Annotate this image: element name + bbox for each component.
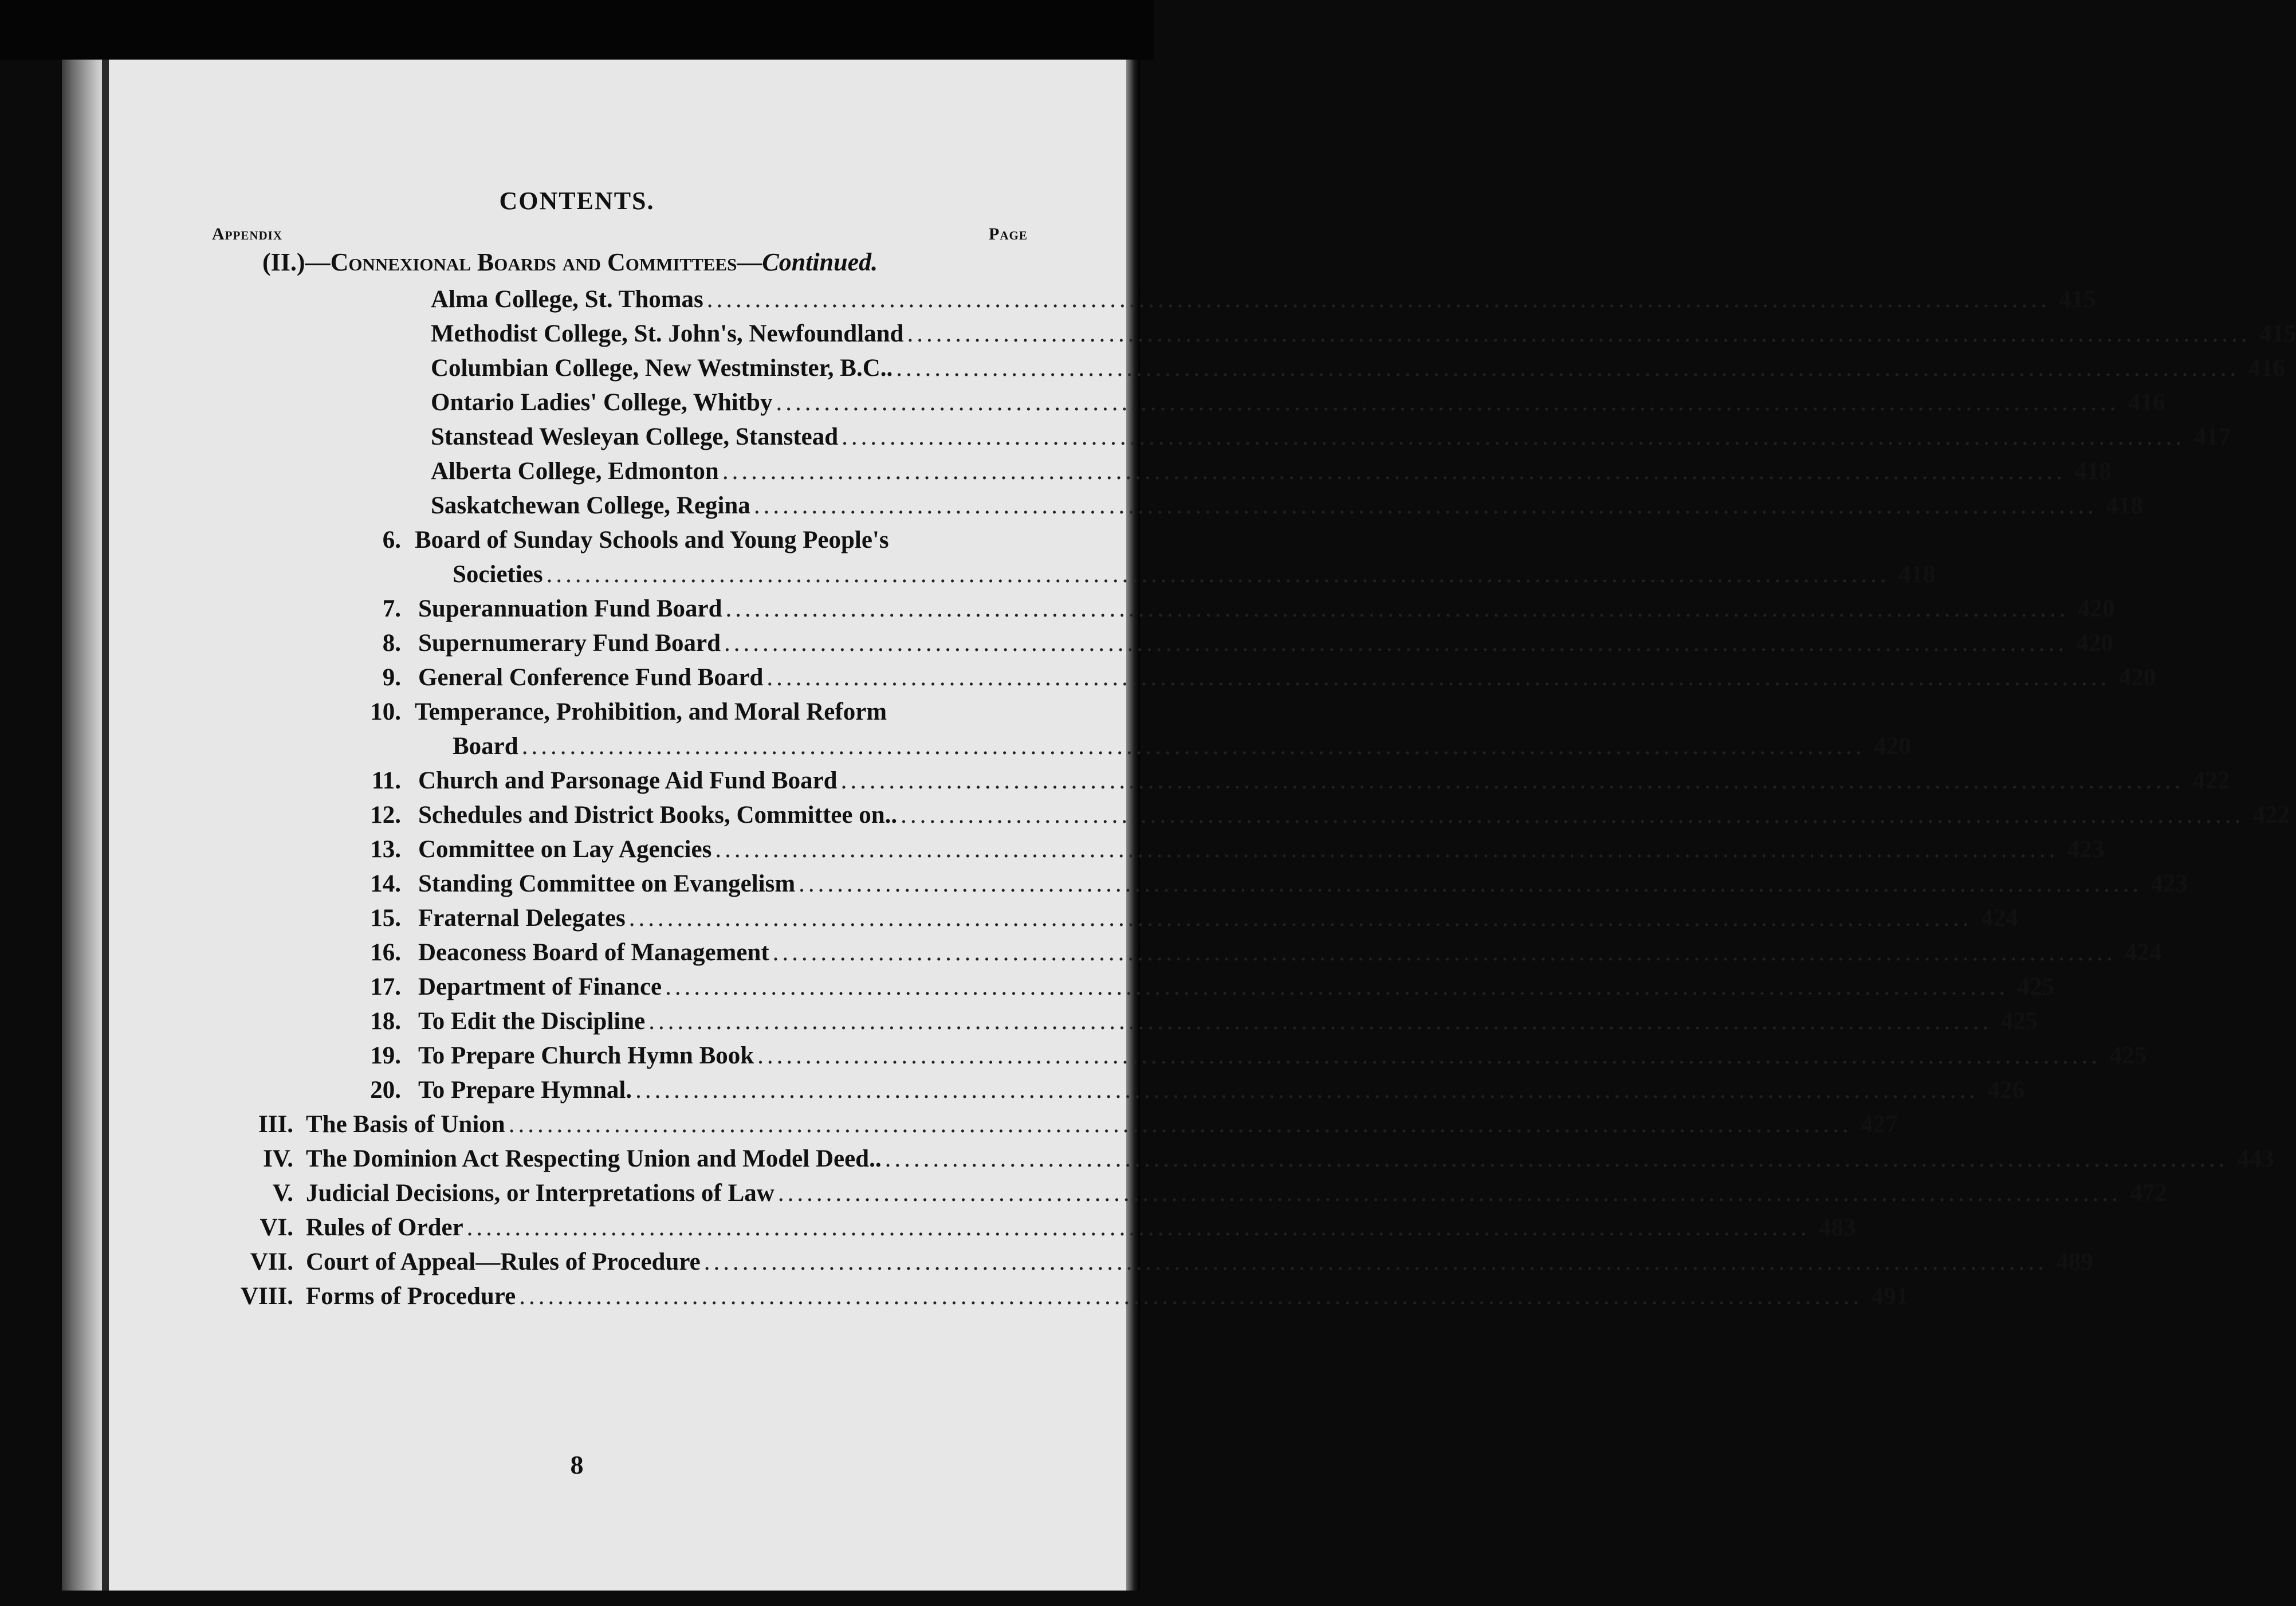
toc-entry xyxy=(0,904,2018,936)
dot-leader: ............................................................................................................................................ xyxy=(724,630,2068,657)
section-dash: — xyxy=(737,248,762,276)
dot-leader: ............................................................................................................................................ xyxy=(901,802,2244,828)
appendix-entry xyxy=(0,1145,2274,1177)
toc-entry xyxy=(0,629,2114,661)
entry-page-number: 426 xyxy=(1987,1077,2025,1104)
college-entry xyxy=(0,285,2096,317)
entry-number: 18. xyxy=(370,1008,401,1035)
entry-title: Methodist College, St. John's, Newfoundland xyxy=(431,320,904,347)
appendix-entry xyxy=(0,1248,2093,1280)
entry-title: Judicial Decisions, or Interpretations of Law xyxy=(306,1180,774,1207)
page-column-label: Page xyxy=(989,225,1028,244)
entry-page-number: 415 xyxy=(2259,320,2296,347)
appendix-entry xyxy=(0,1282,1909,1314)
dot-leader: ............................................................................................................................................ xyxy=(715,836,2059,863)
entry-number: 7. xyxy=(382,595,401,622)
entry-number: V. xyxy=(272,1180,293,1207)
dot-leader: ............................................................................................................................................ xyxy=(776,389,2120,416)
entry-page-number: 418 xyxy=(1898,561,1936,588)
entry-page-number: 420 xyxy=(2078,595,2115,622)
dot-leader: ............................................................................................................................................ xyxy=(766,664,2110,691)
toc-entry xyxy=(0,1076,2025,1108)
entry-title: Committee on Lay Agencies xyxy=(418,836,712,863)
dot-leader: ............................................................................................................................................ xyxy=(757,1042,2101,1069)
entry-title: To Prepare Hymnal. xyxy=(418,1077,632,1104)
contents-heading: CONTENTS. xyxy=(499,187,655,215)
dot-leader: ............................................................................................................................................ xyxy=(635,1077,1979,1104)
toc-entry xyxy=(0,870,2188,902)
entry-number: 8. xyxy=(382,630,401,657)
appendix-entry xyxy=(0,1214,1856,1246)
dot-leader: ............................................................................................................................................ xyxy=(519,1283,1863,1310)
entry-number: VI. xyxy=(260,1214,293,1241)
entry-page-number: 424 xyxy=(2125,939,2162,966)
dot-leader: ............................................................................................................................................ xyxy=(521,733,1865,760)
entry-number: 14. xyxy=(370,870,401,897)
dot-leader: ............................................................................................................................................ xyxy=(508,1111,1852,1138)
college-entry xyxy=(0,320,2296,352)
dot-leader: ............................................................................................................................................ xyxy=(703,1248,2047,1275)
entry-number: IV. xyxy=(263,1145,293,1172)
entry-number: 10. xyxy=(370,698,401,725)
entry-title: Temperance, Prohibition, and Moral Reform xyxy=(415,698,887,725)
entry-title: Alma College, St. Thomas xyxy=(431,286,703,313)
entry-number: 20. xyxy=(370,1077,401,1104)
entry-number: 12. xyxy=(370,802,401,828)
entry-title: Stanstead Wesleyan College, Stanstead xyxy=(431,423,839,450)
entry-page-number: 472 xyxy=(2130,1180,2167,1207)
entry-title: Deaconess Board of Management xyxy=(418,939,769,966)
dot-leader: ............................................................................................................................................ xyxy=(706,286,2050,313)
college-entry xyxy=(0,457,2112,489)
entry-title: Supernumerary Fund Board xyxy=(418,630,721,657)
entry-title: General Conference Fund Board xyxy=(418,664,764,691)
dot-leader: ............................................................................................................................................ xyxy=(799,870,2142,897)
dot-leader: ............................................................................................................................................ xyxy=(884,1145,2228,1172)
entry-title: Standing Committee on Evangelism xyxy=(418,870,796,897)
entry-page-number: 420 xyxy=(1874,733,1911,760)
entry-page-number: 418 xyxy=(2106,492,2143,519)
entry-title: Ontario Ladies' College, Whitby xyxy=(431,389,773,416)
toc-entry xyxy=(0,526,1154,558)
college-entry xyxy=(0,388,2165,421)
entry-page-number: 420 xyxy=(2076,630,2114,657)
dot-leader: ............................................................................................................................................ xyxy=(722,458,2066,485)
toc-entry xyxy=(0,698,1154,730)
toc-entry xyxy=(0,973,2055,1005)
entry-title: Board of Sunday Schools and Young People's xyxy=(415,527,889,553)
section-prefix: (II.)— xyxy=(262,248,331,276)
entry-page-number: 427 xyxy=(1861,1111,1898,1138)
dot-leader: ............................................................................................................................................ xyxy=(648,1008,1992,1035)
entry-number: 6. xyxy=(382,527,401,553)
toc-entry xyxy=(0,663,2156,696)
entry-number: 19. xyxy=(370,1042,401,1069)
entry-page-number: 425 xyxy=(2017,973,2055,1000)
section-title: Connexional Boards and Committees xyxy=(330,248,737,276)
college-entry xyxy=(0,354,2286,386)
section-heading xyxy=(262,248,1053,277)
toc-entry xyxy=(0,835,2105,867)
entry-page-number: 423 xyxy=(2150,870,2188,897)
section-continued: Continued. xyxy=(762,248,878,276)
entry-title: Rules of Order xyxy=(306,1214,463,1241)
entry-page-number: 418 xyxy=(2074,458,2112,485)
entry-title: Fraternal Delegates xyxy=(418,905,626,932)
dot-leader: ............................................................................................................................................ xyxy=(777,1180,2121,1207)
toc-entry xyxy=(0,767,2230,799)
college-entry xyxy=(0,492,2143,524)
entry-title: Societies xyxy=(453,561,543,588)
toc-entry-continuation xyxy=(0,732,1911,764)
entry-title: Alberta College, Edmonton xyxy=(431,458,719,485)
entry-title: The Basis of Union xyxy=(306,1111,505,1138)
toc-entry xyxy=(0,1042,2147,1074)
entry-page-number: 417 xyxy=(2193,423,2231,450)
entry-page-number: 422 xyxy=(2193,767,2230,794)
dot-leader: ............................................................................................................................................ xyxy=(628,905,1972,932)
college-entry xyxy=(0,423,2231,455)
entry-page-number: 425 xyxy=(2109,1042,2147,1069)
dot-leader: ............................................................................................................................................ xyxy=(842,423,2185,450)
toc-entry xyxy=(0,595,2115,627)
entry-number: 13. xyxy=(370,836,401,863)
dot-leader: ............................................................................................................................................ xyxy=(840,767,2184,794)
entry-title: Columbian College, New Westminster, B.C.. xyxy=(431,355,893,382)
dot-leader: ............................................................................................................................................ xyxy=(896,355,2240,382)
entry-page-number: 423 xyxy=(2067,836,2105,863)
entry-title: Board xyxy=(453,733,518,760)
toc-entry-continuation xyxy=(0,560,1936,592)
entry-title: Church and Parsonage Aid Fund Board xyxy=(418,767,838,794)
entry-title: Schedules and District Books, Committee on.. xyxy=(418,802,898,828)
dot-leader: ............................................................................................................................................ xyxy=(772,939,2116,966)
toc-entry xyxy=(0,1007,2038,1039)
entry-page-number: 420 xyxy=(2118,664,2156,691)
entry-number: 9. xyxy=(382,664,401,691)
entry-page-number: 483 xyxy=(1819,1214,1856,1241)
entry-title: Saskatchewan College, Regina xyxy=(431,492,750,519)
entry-page-number: 416 xyxy=(2128,389,2165,416)
appendix-entry xyxy=(0,1110,1898,1142)
entry-number: 15. xyxy=(370,905,401,932)
entry-page-number: 422 xyxy=(2252,802,2290,828)
entry-page-number: 416 xyxy=(2248,355,2286,382)
entry-title: To Prepare Church Hymn Book xyxy=(418,1042,754,1069)
entry-number: III. xyxy=(258,1111,293,1138)
entry-number: 16. xyxy=(370,939,401,966)
dot-leader: ............................................................................................................................................ xyxy=(466,1214,1810,1241)
entry-page-number: 491 xyxy=(1871,1283,1909,1310)
entry-title: The Dominion Act Respecting Union and Model Deed.. xyxy=(306,1145,882,1172)
entry-number: 17. xyxy=(370,973,401,1000)
toc-entry xyxy=(0,939,2162,971)
entry-number: VII. xyxy=(250,1248,293,1275)
dot-leader: ............................................................................................................................................ xyxy=(907,320,2251,347)
scan-top-border xyxy=(0,0,1154,60)
dot-leader: ............................................................................................................................................ xyxy=(546,561,1890,588)
entry-title: Superannuation Fund Board xyxy=(418,595,722,622)
entry-title: Forms of Procedure xyxy=(306,1283,516,1310)
entry-page-number: 425 xyxy=(2000,1008,2038,1035)
entry-title: To Edit the Discipline xyxy=(418,1008,646,1035)
dot-leader: ............................................................................................................................................ xyxy=(665,973,2009,1000)
entry-page-number: 443 xyxy=(2237,1145,2274,1172)
entry-number: 11. xyxy=(371,767,401,794)
page-number: 8 xyxy=(570,1450,584,1479)
dot-leader: ............................................................................................................................................ xyxy=(753,492,2097,519)
entry-number: VIII. xyxy=(240,1283,293,1310)
entry-page-number: 424 xyxy=(1981,905,2018,932)
appendix-entry xyxy=(0,1179,2167,1211)
toc-entry xyxy=(0,801,2290,833)
entry-page-number: 489 xyxy=(2056,1248,2093,1275)
dot-leader: ............................................................................................................................................ xyxy=(725,595,2069,622)
appendix-column-label: Appendix xyxy=(212,225,282,244)
entry-title: Court of Appeal—Rules of Procedure xyxy=(306,1248,701,1275)
entry-title: Department of Finance xyxy=(418,973,662,1000)
entry-page-number: 415 xyxy=(2059,286,2096,313)
